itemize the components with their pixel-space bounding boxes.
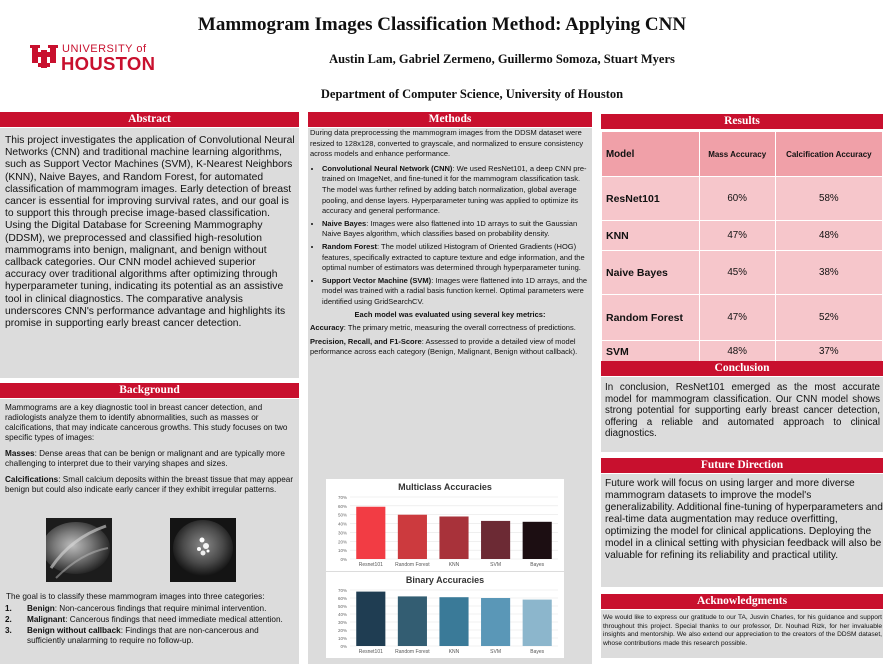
binary-accuracies-chart (326, 572, 564, 658)
category-text: : Findings that are non-cancerous and sufficiently unalarming to require no follow-up. (27, 626, 259, 645)
y-tick-label: 0% (340, 557, 347, 562)
methods-intro: During data preprocessing the mammogram images from the DDSM dataset were resized to 128x128, converted to grayscale, and normalized to ensure consistency across models and enhance performance. (310, 128, 584, 159)
metric-text: : The primary metric, measuring the overall correctness of predictions. (343, 323, 576, 333)
authors: Austin Lam, Gabriel Zermeno, Guillermo Somoza, Stuart Myers (329, 52, 675, 66)
method-text: : We used ResNet101, a deep CNN pre-trained on ImageNet, and fine-tuned it for the mammogram classification task. The model was further refined by adding batch normalization, global average pooling, and dense layers. Hyperparameter tuning was applied to optimize its accuracy and general performance. (322, 163, 587, 216)
model-name: Naive Bayes (602, 251, 700, 295)
table-row (602, 341, 883, 363)
category-list (5, 604, 297, 647)
chart-title: Binary Accuracies (405, 575, 485, 585)
chart-title: Multiclass Accuracies (398, 482, 492, 492)
y-tick-label: 20% (337, 539, 347, 545)
category-number: 2. (5, 615, 12, 624)
model-name: ResNet101 (602, 177, 700, 221)
x-tick-label: SVM (490, 649, 502, 655)
y-tick-label: 50% (337, 604, 347, 609)
method-label: Naive Bayes (322, 218, 367, 228)
category-content (27, 626, 297, 646)
method-text: : Images were also flattened into 1D arrays to suit the Gaussian Naive Bayes algorithm, which classifies based on probability density. (322, 218, 578, 239)
method-label: Convolutional Neural Network (CNN) (322, 163, 453, 173)
y-tick-label: 60% (337, 503, 347, 509)
x-tick-label: KNN (448, 649, 460, 655)
method-item-random-forest (322, 242, 590, 274)
future-direction-text: Future work will focus on using larger and more diverse mammogram datasets to improve the model's generalizability. Additional fine-tuning of hyperparameters and real-time data augmentation may reduce overfitting, optimizing the model for clinical applications. Deploying the model in a clinical setting with physician feedback will also be valuable for refining its reliability and practical utility. (605, 478, 883, 561)
x-tick-label: SVM (490, 562, 502, 568)
y-tick-label: 10% (337, 636, 347, 641)
bar (439, 516, 468, 559)
category-label: Benign (27, 604, 55, 613)
category-item-malignant (5, 615, 297, 625)
y-tick-label: 30% (337, 620, 347, 625)
x-tick-label: Resnet101 (358, 562, 383, 568)
x-tick-label: Random Forest (395, 649, 430, 655)
method-text: : Images were flattened into 1D arrays, and the model was trained with a radial basis function kernel. Optimal parameters were identified using GridSearchCV. (322, 275, 588, 306)
acknowledgments-text: We would like to express our gratitude to our TA, Jusvin Charles, for his guidance and support throughout this project. Special thanks to our professor, Dr. Nouhad Rizk, for her invaluable insights and mentorship. We also extend our appreciation to the creators of the DDSM dataset, whose contributions made this research possible. (603, 614, 882, 647)
binary-chart-svg (326, 572, 564, 658)
background-text (5, 403, 297, 501)
background-heading: Background (0, 383, 299, 398)
mass-accuracy: 48% (699, 341, 775, 363)
methods-text (310, 128, 590, 361)
results-heading: Results (601, 114, 883, 129)
y-tick-label: 30% (337, 530, 347, 536)
bar (356, 507, 385, 559)
calcification-accuracy: 48% (775, 221, 882, 251)
metric-precision-recall-f1 (310, 337, 590, 358)
category-text: : Non-cancerous findings that require minimal intervention. (54, 604, 267, 613)
conclusion-heading: Conclusion (601, 361, 883, 376)
bar (523, 600, 552, 646)
y-tick-label: 50% (337, 512, 347, 518)
method-item-naive-bayes (322, 219, 590, 240)
category-number: 1. (5, 604, 12, 613)
method-item-svm (322, 276, 590, 308)
background-intro: Mammograms are a key diagnostic tool in breast cancer detection, and radiologists analyze them to identify abnormalities, such as masses or calcifications, that may indicate cancerous growths. This study focuses on two specific types of images: (5, 403, 288, 442)
bar (523, 522, 552, 559)
method-label: Support Vector Machine (SVM) (322, 275, 432, 285)
department: Department of Computer Science, University of Houston (320, 87, 624, 101)
bar (481, 521, 510, 559)
bar (398, 515, 427, 559)
model-name: SVM (602, 341, 700, 363)
table-row (602, 251, 883, 295)
column-header-model: Model (602, 132, 700, 177)
logo-line1: UNIVERSITY of (62, 43, 147, 55)
mass-accuracy: 47% (699, 295, 775, 341)
results-header-row (602, 132, 883, 177)
calcification-accuracy: 38% (775, 251, 882, 295)
masses-label: Masses (5, 449, 35, 458)
evaluation-title: Each model was evaluated using several key metrics: (354, 309, 546, 319)
category-content (27, 615, 283, 625)
column-header-mass-accuracy: Mass Accuracy (699, 132, 775, 177)
mass-accuracy: 47% (699, 221, 775, 251)
metric-accuracy (310, 323, 590, 334)
y-tick-label: 10% (337, 548, 347, 554)
calcification-image-graphic (170, 518, 236, 582)
table-row (602, 295, 883, 341)
column-header-calcification-accuracy: Calcification Accuracy (775, 132, 882, 177)
bar (398, 596, 427, 646)
calcifications-label: Calcifications (5, 475, 59, 484)
bar (356, 592, 385, 646)
mass-mammogram-image (46, 518, 112, 582)
y-tick-label: 40% (337, 521, 347, 527)
calcifications-text: : Small calcium deposits within the breast tissue that may appear benign but could also indicate early cancer if they exhibit irregular patterns. (5, 475, 294, 494)
x-tick-label: KNN (448, 562, 460, 568)
y-tick-label: 0% (340, 644, 347, 649)
multiclass-chart-svg (326, 479, 564, 571)
table-row (602, 177, 883, 221)
calcification-mammogram-image (170, 518, 236, 582)
model-name: KNN (602, 221, 700, 251)
abstract-text: This project investigates the application of Convolutional Neural Networks (CNN) and traditional machine learning algorithms, such as Support Vector Machines (SVM), K-Nearest Neighbors (KNN), Naive Bayes, and Random Forest, for automated classification of mammogram images. Early detection of breast cancer is essential for improving survival rates, and our goal is to support this through precise image-based classification. Using the Digital Database for Screening Mammography (DDSM), we preprocessed and classified high-resolution mammograms into benign, malignant, and benign without callback categories. Our CNN model achieved superior accuracy over traditional algorithms after optimizing through hyperparameter tuning, indicating its potential as an assistive tool in clinical diagnostics. The comparative analysis underscores CNN's performance advantage and highlights its promise in supporting early breast cancer detection. (5, 135, 295, 330)
category-item-benign (5, 604, 297, 614)
masses-text: : Dense areas that can be benign or malignant and are typically more challenging to interpret due to their varying shapes and sizes. (5, 449, 285, 468)
calcification-accuracy: 52% (775, 295, 882, 341)
bar (439, 597, 468, 646)
method-label: Random Forest (322, 241, 378, 251)
category-number: 3. (5, 626, 12, 635)
mass-image-graphic (46, 518, 112, 582)
x-tick-label: Resnet101 (358, 649, 383, 655)
mass-accuracy: 45% (699, 251, 775, 295)
y-tick-label: 40% (337, 612, 347, 617)
x-tick-label: Bayes (530, 649, 545, 655)
x-tick-label: Random Forest (395, 562, 430, 568)
category-item-benign-without-callback (5, 626, 297, 646)
table-row (602, 221, 883, 251)
category-content (27, 604, 266, 614)
category-text: : Cancerous findings that need immediate medical attention. (65, 615, 283, 624)
metric-label: Accuracy (310, 323, 344, 333)
future-direction-heading: Future Direction (601, 458, 883, 473)
category-label: Benign without callback (27, 626, 121, 635)
methods-heading: Methods (308, 112, 592, 127)
metric-text: : Assessed to provide a detailed view of model performance across each category (Benign, Malignant, Benign without callback). (310, 336, 578, 357)
y-tick-label: 60% (337, 596, 347, 601)
logo-line2: HOUSTON (61, 53, 156, 74)
category-label: Malignant (27, 615, 66, 624)
y-tick-label: 70% (337, 588, 347, 593)
bar (481, 598, 510, 646)
abstract-heading: Abstract (0, 112, 299, 127)
mass-accuracy: 60% (699, 177, 775, 221)
multiclass-accuracies-chart (326, 479, 564, 571)
results-table (601, 131, 883, 363)
method-item-cnn (322, 164, 590, 217)
y-tick-label: 20% (337, 628, 347, 633)
method-text: : The model utilized Histogram of Oriented Gradients (HOG) features, specifically extracted to capture texture and edge information, and the optimal number of estimators was determined through hyperparameter tuning. (322, 241, 585, 273)
calcification-accuracy: 58% (775, 177, 882, 221)
y-tick-label: 70% (337, 495, 347, 500)
model-name: Random Forest (602, 295, 700, 341)
calcifications-paragraph (5, 475, 297, 495)
masses-paragraph (5, 449, 297, 469)
poster-title: Mammogram Images Classification Method: Applying CNN (197, 14, 687, 35)
calcification-accuracy: 37% (775, 341, 882, 363)
conclusion-text: In conclusion, ResNet101 emerged as the most accurate model for mammogram classification. Our CNN model shows strong potential for supporting early breast cancer detection, offering a reliable and automated approach to clinical diagnostics. (605, 382, 880, 440)
x-tick-label: Bayes (530, 562, 545, 568)
classification-goal: The goal is to classify these mammogram images into three categories: (6, 592, 265, 601)
metric-label: Precision, Recall, and F1-Score (310, 336, 422, 346)
acknowledgments-heading: Acknowledgments (601, 594, 883, 609)
